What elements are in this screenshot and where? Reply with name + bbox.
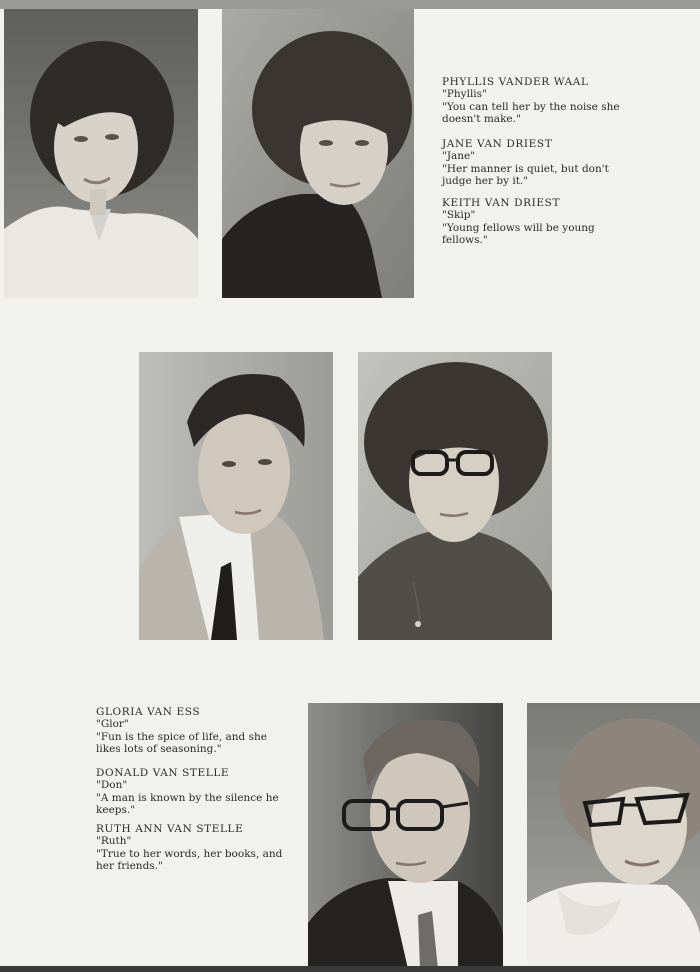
- student-nickname: "Ruth": [96, 835, 132, 848]
- quote-line: doesn't make.": [442, 113, 521, 126]
- student-nickname: "Don": [96, 779, 128, 792]
- student-name: PHYLLIS VANDER WAAL: [442, 76, 589, 88]
- quote-line: "Her manner is quiet, but don't: [442, 162, 609, 175]
- entry-phyllis-vander-waal: [442, 76, 620, 126]
- quote-line: "Young fellows will be young: [442, 221, 595, 234]
- page-top-edge: [0, 0, 700, 9]
- quote-line: keeps.": [96, 804, 136, 817]
- portrait-donald-van-stelle: [308, 703, 503, 969]
- portrait-phyllis-vander-waal: [4, 9, 198, 298]
- page-bottom-edge: [0, 966, 700, 972]
- entry-ruth-ann-van-stelle: [96, 823, 282, 873]
- quote-line: judge her by it.": [442, 175, 529, 188]
- student-name: JANE VAN DRIEST: [442, 138, 553, 150]
- quote-line: "You can tell her by the noise she: [442, 100, 620, 113]
- entry-donald-van-stelle: [96, 767, 279, 817]
- portrait-jane-van-driest: [222, 9, 414, 298]
- entry-gloria-van-ess: [96, 706, 267, 756]
- student-name: RUTH ANN VAN STELLE: [96, 823, 244, 835]
- quote-line: likes lots of seasoning.": [96, 743, 222, 756]
- student-nickname: "Glor": [96, 718, 129, 731]
- portrait-gloria-van-ess: [358, 352, 552, 640]
- entry-keith-van-driest: [442, 197, 595, 247]
- student-nickname: "Jane": [442, 150, 476, 163]
- portrait-ruth-ann-van-stelle: [527, 703, 700, 969]
- quote-line: "A man is known by the silence he: [96, 791, 279, 804]
- quote-line: her friends.": [96, 860, 163, 873]
- quote-line: "True to her words, her books, and: [96, 847, 283, 860]
- student-nickname: "Phyllis": [442, 88, 487, 101]
- student-name: GLORIA VAN ESS: [96, 706, 201, 718]
- student-nickname: "Skip": [442, 209, 476, 222]
- quote-line: fellows.": [442, 234, 488, 247]
- student-name: KEITH VAN DRIEST: [442, 197, 561, 209]
- entry-jane-van-driest: [442, 138, 609, 188]
- quote-line: "Fun is the spice of life, and she: [96, 730, 267, 743]
- portrait-keith-van-driest: [139, 352, 333, 640]
- student-name: DONALD VAN STELLE: [96, 767, 230, 779]
